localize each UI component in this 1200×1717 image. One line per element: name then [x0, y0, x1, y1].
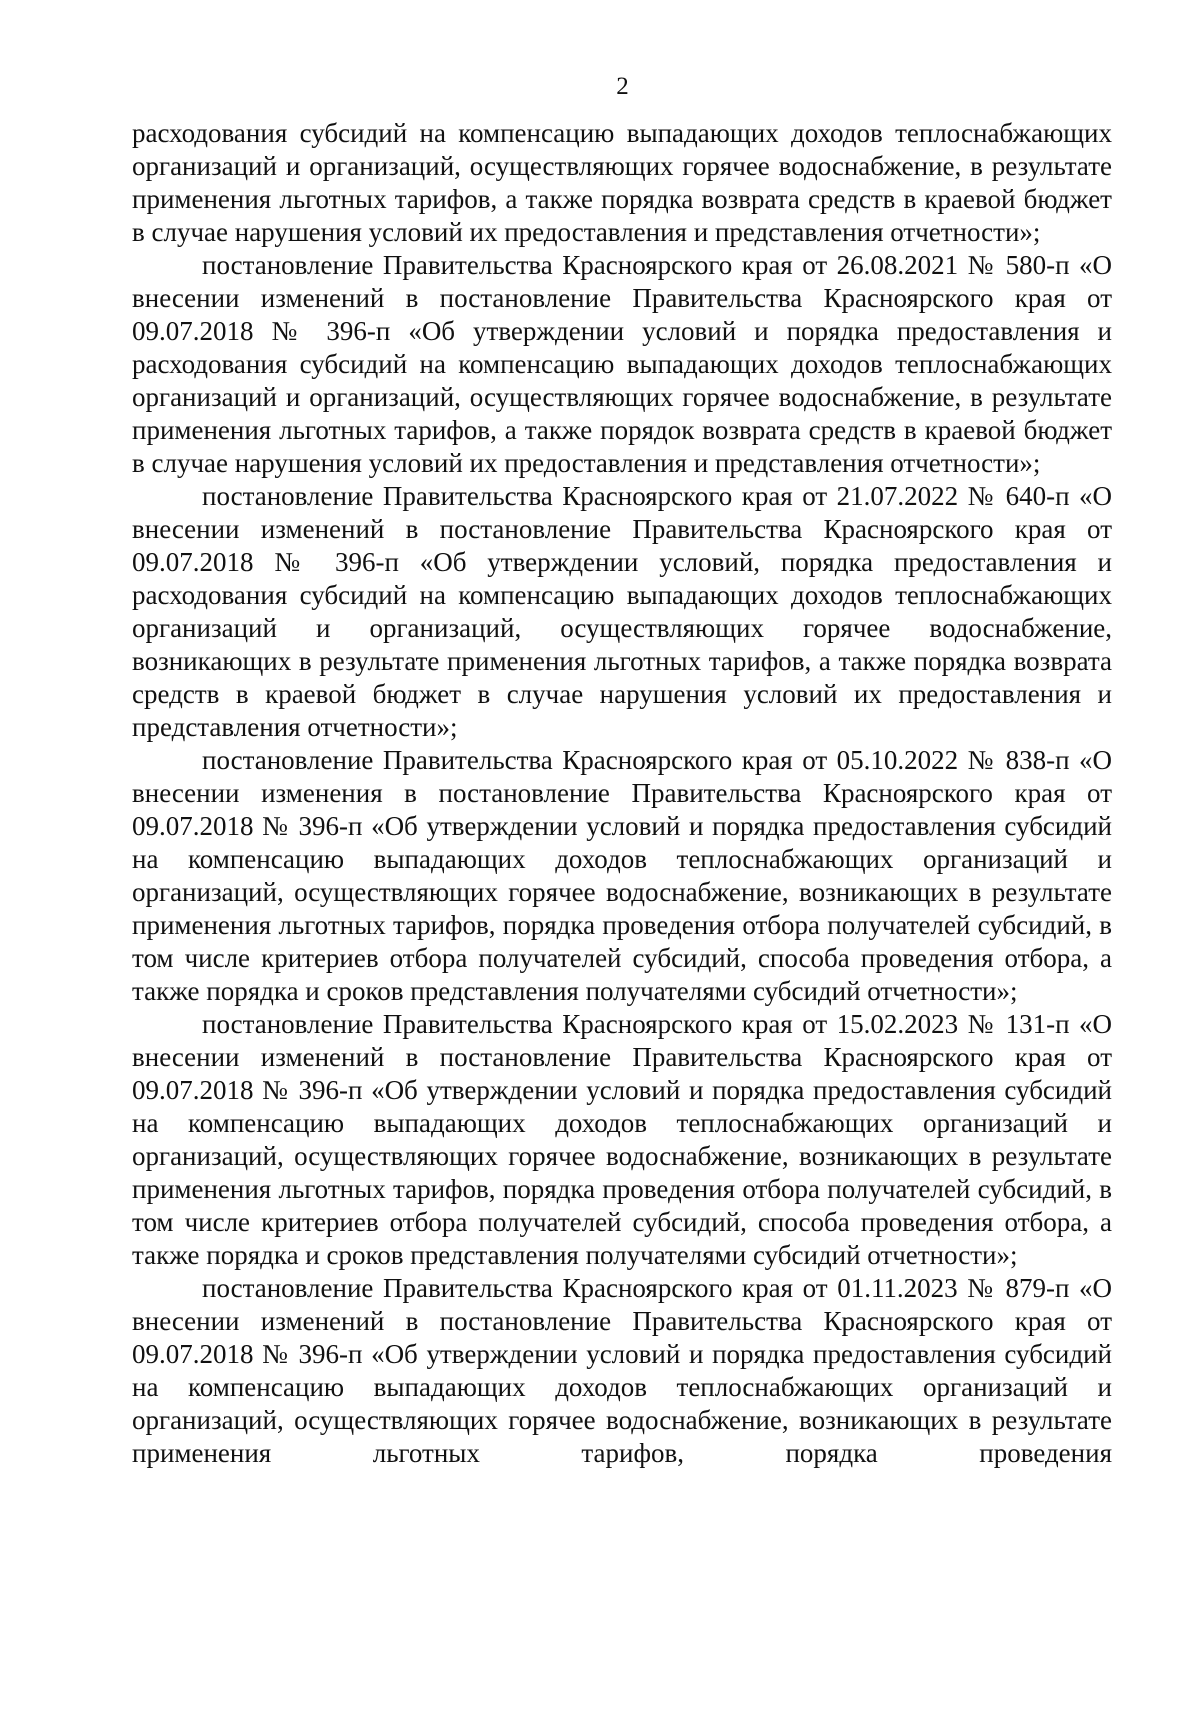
page-number: 2 — [616, 73, 629, 100]
paragraph-decree-838: постановление Правительства Красноярского края от 05.10.2022 № 838-п «О внесении изменения в постановление Правительства Красноярского края от 09.07.2018 № 396-п «Об утверждении условий и порядка предоставления субсидий на компенсацию выпадающих доходов теплоснабжающих организаций и организаций, осуществляющих горячее водоснабжение, возникающих в результате применения льготных тарифов, порядка проведения отбора получателей субсидий, в том числе критериев отбора получателей субсидий, способа проведения отбора, а также порядка и сроков представления получателями субсидий отчетности»; — [132, 745, 1112, 1006]
document-body — [132, 117, 1112, 1470]
paragraph-decree-879: постановление Правительства Красноярского края от 01.11.2023 № 879-п «О внесении изменений в постановление Правительства Красноярского края от 09.07.2018 № 396-п «Об утверждении условий и порядка предоставления субсидий на компенсацию выпадающих доходов теплоснабжающих организаций и организаций, осуществляющих горячее водоснабжение, возникающих в результате применения льготных тарифов, порядка проведения — [132, 1273, 1112, 1468]
paragraph-decree-580: постановление Правительства Красноярского края от 26.08.2021 № 580-п «О внесении изменений в постановление Правительства Красноярского края от 09.07.2018 № 396-п «Об утверждении условий и порядка предоставления и расходования субсидий на компенсацию выпадающих доходов теплоснабжающих организаций и организаций, осуществляющих горячее водоснабжение, в результате применения льготных тарифов, а также порядок возврата средств в краевой бюджет в случае нарушения условий их предоставления и представления отчетности»; — [132, 250, 1112, 478]
paragraph-continuation: расходования субсидий на компенсацию выпадающих доходов теплоснабжающих организаций и организаций, осуществляющих горячее водоснабжение, в результате применения льготных тарифов, а также порядка возврата средств в краевой бюджет в случае нарушения условий их предоставления и представления отчетности»; — [132, 118, 1112, 247]
paragraph-decree-131: постановление Правительства Красноярского края от 15.02.2023 № 131-п «О внесении изменений в постановление Правительства Красноярского края от 09.07.2018 № 396-п «Об утверждении условий и порядка предоставления субсидий на компенсацию выпадающих доходов теплоснабжающих организаций и организаций, осуществляющих горячее водоснабжение, возникающих в результате применения льготных тарифов, порядка проведения отбора получателей субсидий, в том числе критериев отбора получателей субсидий, способа проведения отбора, а также порядка и сроков представления получателями субсидий отчетности»; — [132, 1009, 1112, 1270]
paragraph-decree-640: постановление Правительства Красноярского края от 21.07.2022 № 640-п «О внесении изменений в постановление Правительства Красноярского края от 09.07.2018 № 396-п «Об утверждении условий, порядка предоставления и расходования субсидий на компенсацию выпадающих доходов теплоснабжающих организаций и организаций, осуществляющих горячее водоснабжение, возникающих в результате применения льготных тарифов, а также порядка возврата средств в краевой бюджет в случае нарушения условий их предоставления и представления отчетности»; — [132, 481, 1112, 742]
